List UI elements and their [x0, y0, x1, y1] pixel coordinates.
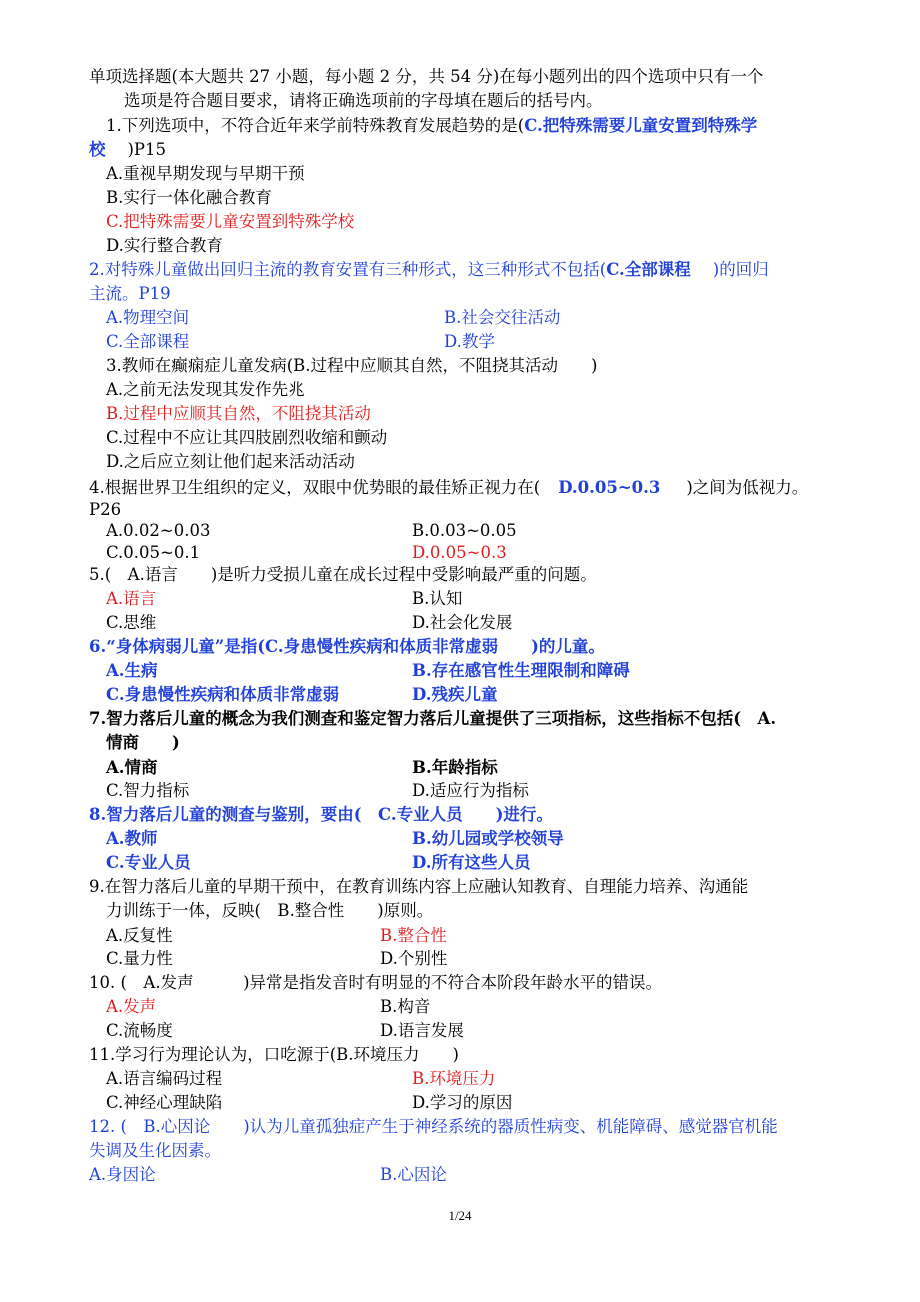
question-4-stem-end: )之间为低视力。	[686, 478, 809, 497]
q6-option-b: B.存在感官性生理限制和障碍	[412, 661, 630, 680]
q7-option-b: B.年龄指标	[412, 758, 498, 777]
q5-option-d: D.社会化发展	[412, 613, 513, 632]
q3-option-c: C.过程中不应让其四肢剧烈收缩和颤动	[106, 428, 388, 447]
q9-option-d: D.个别性	[380, 949, 448, 968]
question-10-stem: 10. ( A.发声 )异常是指发音时有明显的不符合本阶段年龄水平的错误。	[89, 973, 663, 992]
question-2-stem	[89, 259, 769, 281]
question-1-stem-end: )P15	[127, 140, 167, 159]
q10-option-a-correct: A.发声	[106, 997, 157, 1016]
q1-option-c-correct: C.把特殊需要儿童安置到特殊学校	[106, 212, 355, 231]
question-12-stem: 12. ( B.心因论 )认为儿童孤独症产生于神经系统的器质性病变、机能障碍、感觉器官机能	[89, 1117, 778, 1136]
q1-option-a: A.重视早期发现与早期干预	[106, 164, 305, 183]
q4-option-d-correct: D.0.05~0.3	[412, 543, 507, 562]
question-2-answer: C.全部课程	[606, 260, 691, 279]
q4-option-c: C.0.05~0.1	[106, 543, 201, 562]
question-4-stem-cont: P26	[89, 500, 122, 519]
question-1-answer: C.把特殊需要儿童安置到特殊学	[524, 116, 758, 135]
question-8-stem: 8.智力落后儿童的测查与鉴别，要由( C.专业人员 )进行。	[89, 805, 553, 824]
q7-option-c: C.智力指标	[106, 781, 190, 800]
question-2-stem-text: 2.对特殊儿童做出回归主流的教育安置有三种形式，这三种形式不包括(	[89, 260, 607, 279]
q3-option-a: A.之前无法发现其发作先兆	[106, 380, 305, 399]
q10-option-d: D.语言发展	[380, 1021, 464, 1040]
question-7-stem-cont: 情商 )	[106, 733, 180, 752]
q4-option-a: A.0.02~0.03	[106, 521, 211, 540]
question-2-stem-cont: 主流。P19	[89, 284, 171, 303]
q11-option-b-correct: B.环境压力	[412, 1069, 496, 1088]
q9-option-c: C.量力性	[106, 949, 173, 968]
question-1-stem-cont	[89, 139, 166, 161]
q5-option-a-correct: A.语言	[106, 589, 157, 608]
q2-option-a: A.物理空间	[106, 308, 190, 327]
q12-option-b: B.心因论	[380, 1165, 447, 1184]
question-1-answer-cont: 校	[89, 140, 106, 159]
q11-option-d: D.学习的原因	[412, 1093, 513, 1112]
question-4-answer: D.0.05~0.3	[558, 478, 661, 497]
q5-option-b: B.认知	[412, 589, 463, 608]
question-9-stem: 9.在智力落后儿童的早期干预中，在教育训练内容上应融认知教育、自理能力培养、沟通能	[89, 877, 749, 896]
q7-option-a: A.情商	[106, 758, 158, 777]
q8-option-d: D.所有这些人员	[412, 853, 531, 872]
q6-option-d: D.残疾儿童	[412, 685, 498, 704]
question-3-stem: 3.教师在癫痫症儿童发病(B.过程中应顺其自然，不阻挠其活动 )	[106, 356, 598, 375]
question-2-stem-end: )的回归	[712, 260, 769, 279]
q10-option-b: B.构音	[380, 997, 431, 1016]
q3-option-d: D.之后应立刻让他们起来活动活动	[106, 452, 355, 471]
q9-option-a: A.反复性	[106, 926, 173, 945]
q2-option-b: B.社会交往活动	[444, 308, 561, 327]
q7-option-d: D.适应行为指标	[412, 781, 529, 800]
q2-option-c: C.全部课程	[106, 332, 190, 351]
q1-option-d: D.实行整合教育	[106, 236, 223, 255]
question-6-stem: 6.“身体病弱儿童”是指(C.身患慢性疾病和体质非常虚弱 )的儿童。	[89, 637, 605, 656]
question-11-stem: 11.学习行为理论认为，口吃源于(B.环境压力 )	[89, 1045, 459, 1064]
q4-option-b: B.0.03~0.05	[412, 521, 517, 540]
q10-option-c: C.流畅度	[106, 1021, 173, 1040]
q9-option-b-correct: B.整合性	[380, 926, 447, 945]
q12-option-a: A.身因论	[89, 1165, 156, 1184]
q5-option-c: C.思维	[106, 613, 157, 632]
question-1-stem-text: 1.下列选项中，不符合近年来学前特殊教育发展趋势的是(	[106, 116, 525, 135]
q8-option-b: B.幼儿园或学校领导	[412, 829, 564, 848]
section-header-line-1: 单项选择题(本大题共 27 小题，每小题 2 分，共 54 分)在每小题列出的四个选项中只有一个	[89, 67, 764, 86]
question-5-stem: 5.( A.语言 )是听力受损儿童在成长过程中受影响最严重的问题。	[89, 565, 597, 584]
q6-option-c: C.身患慢性疾病和体质非常虚弱	[106, 685, 340, 704]
q2-option-d: D.教学	[444, 332, 495, 351]
q8-option-a: A.教师	[106, 829, 158, 848]
question-12-stem-cont: 失调及生化因素。	[89, 1141, 221, 1160]
q1-option-b: B.实行一体化融合教育	[106, 188, 272, 207]
question-4-stem-text: 4.根据世界卫生组织的定义，双眼中优势眼的最佳矫正视力在(	[89, 478, 541, 497]
question-9-stem-cont: 力训练于一体，反映( B.整合性 )原则。	[106, 901, 434, 920]
question-4-stem	[89, 477, 808, 499]
q11-option-a: A.语言编码过程	[106, 1069, 223, 1088]
q8-option-c: C.专业人员	[106, 853, 191, 872]
question-1-stem	[106, 115, 757, 137]
q3-option-b-correct: B.过程中应顺其自然，不阻挠其活动	[106, 404, 371, 423]
question-7-stem: 7.智力落后儿童的概念为我们测查和鉴定智力落后儿童提供了三项指标，这些指标不包括( A.	[89, 709, 777, 728]
q11-option-c: C.神经心理缺陷	[106, 1093, 223, 1112]
q6-option-a: A.生病	[106, 661, 158, 680]
section-header-line-2: 选项是符合题目要求，请将正确选项前的字母填在题后的括号内。	[124, 91, 603, 110]
page-number: 1/24	[448, 1208, 472, 1223]
